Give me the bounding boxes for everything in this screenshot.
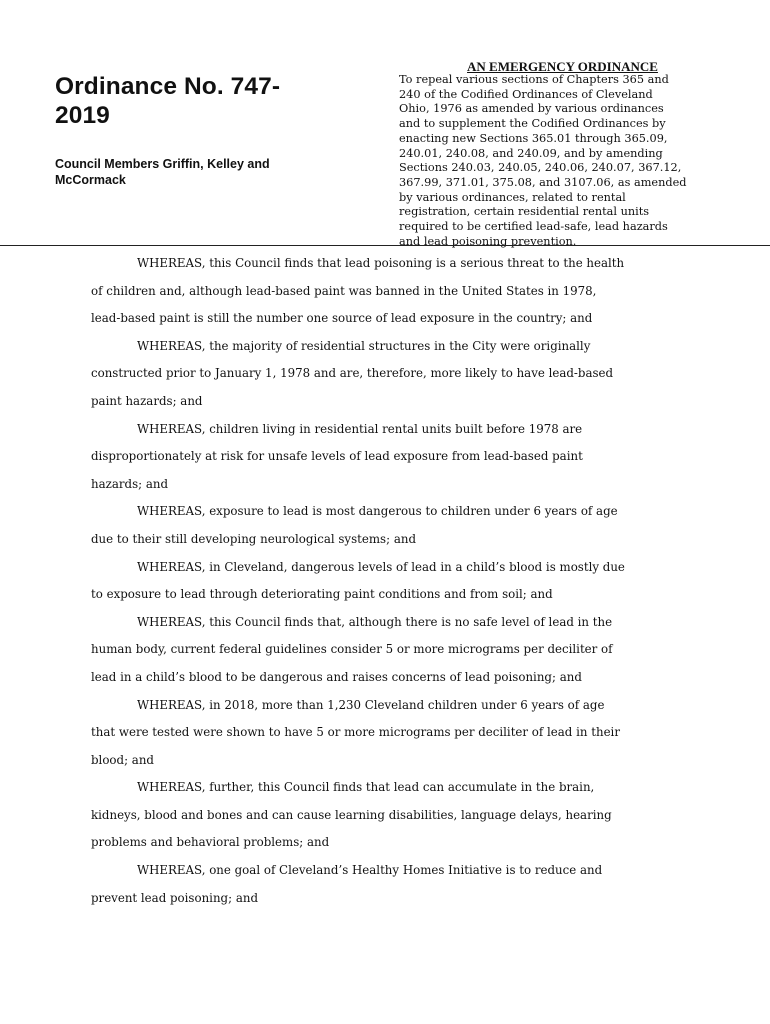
ordinance-title-line-2: 2019 [55, 102, 110, 129]
document-header [0, 0, 770, 250]
body-line: blood; and [91, 752, 154, 767]
summary-line: required to be certified lead-safe, lead hazards [399, 220, 668, 234]
whereas-clause-start: WHEREAS, further, this Council finds that lead can accumulate in the brain, [137, 780, 595, 795]
whereas-clause-start: WHEREAS, the majority of residential structures in the City were originally [137, 338, 591, 353]
body-line: of children and, although lead-based paint was banned in the United States in 1978, [91, 283, 597, 298]
whereas-clause-start: WHEREAS, one goal of Cleveland’s Healthy Homes Initiative is to reduce and [137, 863, 603, 878]
header-divider [0, 245, 770, 246]
whereas-clause-start: WHEREAS, this Council finds that lead poisoning is a serious threat to the health [137, 256, 625, 270]
whereas-clause-start: WHEREAS, exposure to lead is most dangerous to children under 6 years of age [137, 504, 618, 519]
summary-line: 240 of the Codified Ordinances of Cleveland [399, 87, 653, 101]
whereas-clause-start: WHEREAS, this Council finds that, although there is no safe level of lead in the [137, 614, 613, 629]
sponsors-line-1: Council Members Griffin, Kelley and [55, 157, 270, 171]
whereas-clause-start: WHEREAS, in Cleveland, dangerous levels of lead in a child’s blood is mostly due [137, 559, 625, 574]
ordinance-body [91, 250, 731, 912]
body-line: disproportionately at risk for unsafe levels of lead exposure from lead-based paint [91, 449, 583, 464]
council-sponsors [55, 157, 355, 188]
whereas-clause-start: WHEREAS, in 2018, more than 1,230 Cleveland children under 6 years of age [137, 697, 605, 712]
body-line: hazards; and [91, 476, 169, 491]
ordinance-title-line-1: Ordinance No. 747- [55, 73, 281, 100]
ordinance-type-heading: AN EMERGENCY ORDINANCE [467, 59, 658, 74]
summary-line: Sections 240.03, 240.05, 240.06, 240.07, 367.12, [399, 161, 682, 175]
summary-line: and lead poisoning prevention. [399, 234, 577, 248]
ordinance-summary [399, 73, 731, 249]
body-line: prevent lead poisoning; and [91, 890, 259, 905]
body-line: due to their still developing neurological systems; and [91, 531, 417, 546]
summary-line: Ohio, 1976 as amended by various ordinances [399, 102, 664, 116]
summary-line: by various ordinances, related to rental [399, 190, 626, 204]
body-line: lead in a child’s blood to be dangerous and raises concerns of lead poisoning; and [91, 669, 582, 684]
summary-line: 240.01, 240.08, and 240.09, and by amending [399, 146, 663, 160]
ordinance-title [55, 72, 375, 130]
body-line: problems and behavioral problems; and [91, 835, 330, 850]
body-line: human body, current federal guidelines consider 5 or more micrograms per deciliter of [91, 642, 613, 657]
body-line: constructed prior to January 1, 1978 and are, therefore, more likely to have lead-based [91, 366, 614, 381]
body-line: kidneys, blood and bones and can cause learning disabilities, language delays, hearing [91, 807, 612, 822]
body-line: paint hazards; and [91, 393, 203, 408]
whereas-clause-start: WHEREAS, children living in residential rental units built before 1978 are [137, 421, 583, 436]
summary-line: enacting new Sections 365.01 through 365.09, [399, 131, 668, 145]
summary-line: To repeal various sections of Chapters 365 and [399, 73, 669, 86]
sponsors-line-2: McCormack [55, 172, 126, 187]
body-line: lead-based paint is still the number one source of lead exposure in the country; and [91, 311, 593, 326]
summary-line: registration, certain residential rental units [399, 205, 650, 219]
summary-line: and to supplement the Codified Ordinances by [399, 117, 666, 131]
body-line: that were tested were shown to have 5 or more micrograms per deciliter of lead in their [91, 725, 620, 740]
summary-line: 367.99, 371.01, 375.08, and 3107.06, as amended [399, 175, 687, 189]
body-line: to exposure to lead through deteriorating paint conditions and from soil; and [91, 587, 553, 602]
